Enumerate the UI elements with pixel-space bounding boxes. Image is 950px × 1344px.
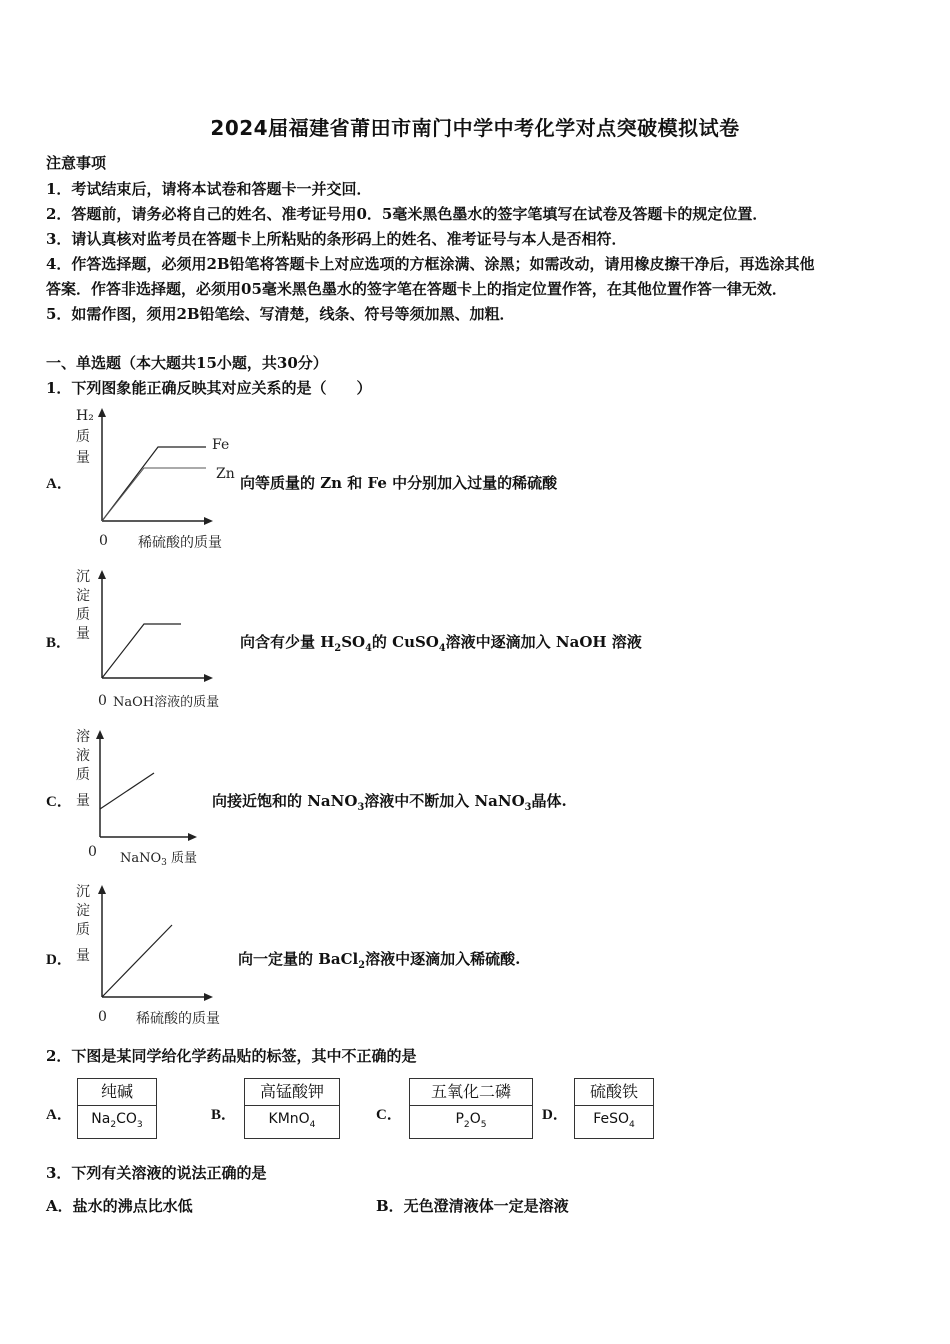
reagent-label-a — [77, 1078, 157, 1139]
option-d-description: 向一定量的 BaCl$_2$溶液中逐滴加入稀硫酸. — [238, 950, 521, 971]
note-item: 答案．作答非选择题，必须用05毫米黑色墨水的签字笔在答题卡上的指定位置作答，在其他位置作答一律无效． — [46, 280, 787, 298]
note-item: 5．如需作图，须用2B铅笔绘、写清楚，线条、符号等须加黑、加粗． — [46, 305, 515, 323]
precipitate-curve — [102, 624, 181, 678]
y-axis-arrow — [98, 885, 106, 894]
reagent-formula: $Na_2CO_3$ — [91, 1111, 143, 1130]
note-item: 3．请认真核对监考员在答题卡上所粘贴的条形码上的姓名、准考证号与本人是否相符． — [46, 230, 627, 248]
y-label-char: 量 — [76, 793, 90, 809]
note-item: 4．作答选择题，必须用2B铅笔将答题卡上对应选项的方框涂满、涂黑；如需改动，请用橡皮擦干净后，再选涂其他 — [46, 255, 815, 273]
y-label-char: 沉 — [76, 569, 90, 585]
question-1-stem: 1．下列图象能正确反映其对应关系的是（ ） — [46, 379, 372, 397]
x-label: NaNO$_3$ 质量 — [120, 851, 198, 868]
x-axis-arrow — [204, 993, 213, 1001]
zn-label: Zn — [216, 466, 235, 482]
reagent-name: 纯碱 — [78, 1079, 156, 1106]
question-3-stem: 3．下列有关溶液的说法正确的是 — [46, 1164, 267, 1182]
x-axis-arrow — [204, 517, 213, 525]
origin-label: 0 — [98, 1009, 107, 1025]
graph-a — [70, 405, 250, 555]
graph-d — [70, 880, 250, 1030]
reagent-label-c — [409, 1078, 533, 1139]
y-axis-arrow — [96, 730, 104, 739]
x-label: NaOH溶液的质量 — [113, 695, 220, 710]
option-a-letter: A． — [46, 476, 72, 492]
reagent-name: 硫酸铁 — [575, 1079, 653, 1106]
y-label-char: 量 — [76, 450, 90, 466]
x-axis-arrow — [188, 833, 197, 841]
reagent-name: 高锰酸钾 — [245, 1079, 339, 1106]
y-label-char: 液 — [76, 748, 90, 764]
label-d-letter: D． — [542, 1107, 568, 1123]
fe-label: Fe — [212, 437, 230, 453]
y-label-char: 量 — [76, 948, 90, 964]
x-axis-arrow — [204, 674, 213, 682]
reagent-formula: FeSO$_4$ — [593, 1111, 635, 1130]
option-d-letter: D． — [46, 952, 72, 968]
y-label-char: 淀 — [76, 588, 90, 604]
option-c-letter: C． — [46, 794, 72, 810]
origin-label: 0 — [88, 844, 97, 860]
note-item: 1．考试结束后，请将本试卷和答题卡一并交回． — [46, 180, 372, 198]
fe-curve — [102, 447, 206, 521]
y-axis-arrow — [98, 570, 106, 579]
reagent-formula: $P_2O_5$ — [455, 1111, 487, 1130]
solution-mass-line — [100, 773, 154, 809]
x-label: 稀硫酸的质量 — [138, 535, 222, 551]
y-label-char: 沉 — [76, 884, 90, 900]
q3-option-b: B．无色澄清液体一定是溶液 — [376, 1197, 569, 1215]
option-b-letter: B． — [46, 635, 72, 651]
y-label-char: 质 — [76, 429, 90, 445]
origin-label: 0 — [98, 693, 107, 709]
option-b-description: 向含有少量 $H_2SO_4$的 CuSO$_4$溶液中逐滴加入 NaOH 溶液 — [240, 633, 642, 654]
origin-label: 0 — [99, 533, 108, 549]
y-label-h2: H₂ — [76, 408, 94, 424]
precipitate-line — [102, 925, 172, 997]
graph-b — [70, 565, 250, 715]
q3-option-a: A．盐水的沸点比水低 — [46, 1197, 193, 1215]
page-title: 2024届福建省莆田市南门中学中考化学对点突破模拟试卷 — [210, 116, 740, 140]
x-label: 稀硫酸的质量 — [136, 1011, 220, 1027]
zn-curve — [102, 468, 206, 521]
label-c-letter: C． — [376, 1107, 402, 1123]
y-label-char: 质 — [76, 922, 90, 938]
option-a-description: 向等质量的 Zn 和 Fe 中分别加入过量的稀硫酸 — [240, 474, 558, 492]
y-label-char: 淀 — [76, 903, 90, 919]
y-label-char: 量 — [76, 626, 90, 642]
y-label-char: 质 — [76, 767, 90, 783]
question-2-stem: 2．下图是某同学给化学药品贴的标签，其中不正确的是 — [46, 1047, 417, 1065]
option-c-description: 向接近饱和的 NaNO$_3$溶液中不断加入 NaNO$_3$晶体. — [212, 792, 567, 813]
label-b-letter: B． — [211, 1107, 237, 1123]
notes-heading: 注意事项 — [46, 154, 107, 172]
reagent-label-d — [574, 1078, 654, 1139]
y-axis-arrow — [98, 408, 106, 417]
reagent-formula: KMnO$_4$ — [268, 1111, 316, 1130]
note-item: 2．答题前，请务必将自己的姓名、准考证号用0．5毫米黑色墨水的签字笔填写在试卷及答题卡的规定位置． — [46, 205, 768, 223]
label-a-letter: A． — [46, 1107, 72, 1123]
reagent-name: 五氧化二磷 — [410, 1079, 532, 1106]
y-label-char: 质 — [76, 607, 90, 623]
reagent-label-b — [244, 1078, 340, 1139]
section-heading: 一、单选题（本大题共15小题，共30分） — [46, 354, 328, 372]
y-label-char: 溶 — [76, 729, 90, 745]
